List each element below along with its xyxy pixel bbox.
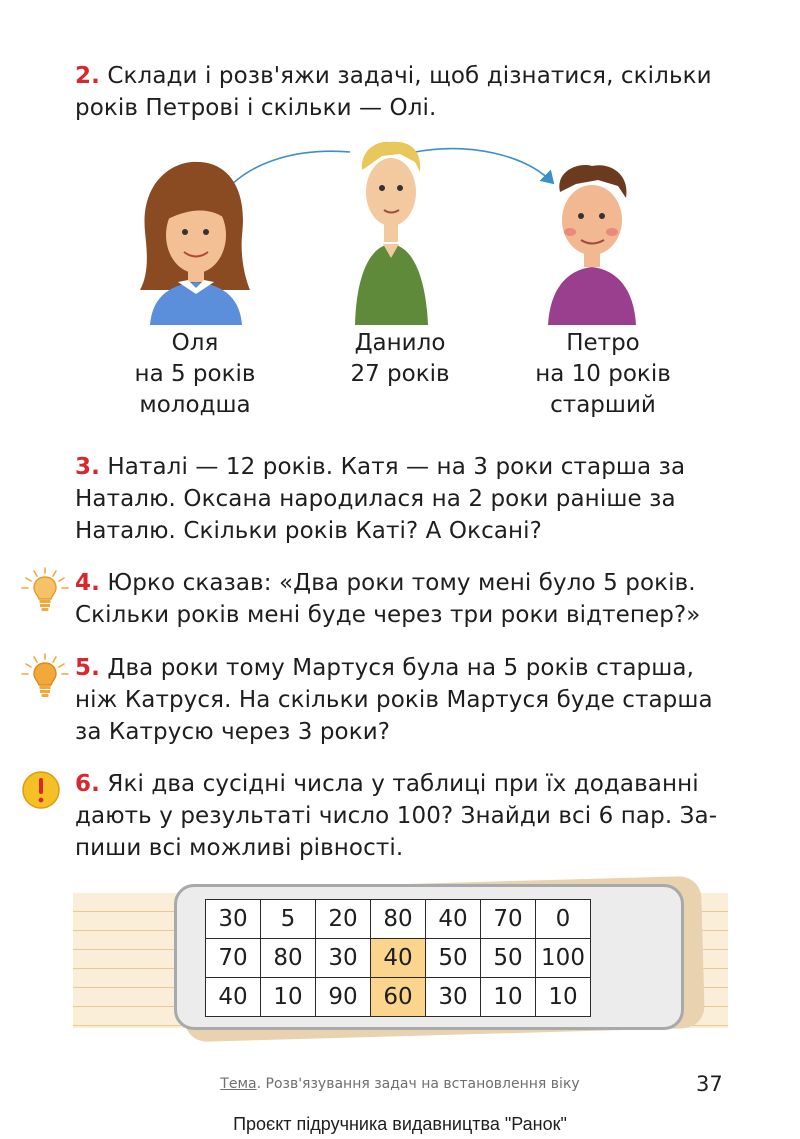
table-cell: 80	[371, 900, 426, 939]
table-row	[206, 939, 591, 978]
table-cell: 70	[481, 900, 536, 939]
girl-olia-picture	[140, 162, 250, 325]
table-cell: 90	[316, 978, 371, 1017]
table-cell: 10	[261, 978, 316, 1017]
table-cell: 80	[261, 939, 316, 978]
table-row	[206, 978, 591, 1017]
lightbulb-icon	[20, 652, 70, 702]
characters-illustration	[100, 140, 700, 325]
table-cell: 70	[206, 939, 261, 978]
task-number: 5.	[75, 655, 100, 681]
caption-danylo: Данило 27 років	[350, 330, 450, 387]
task-number: 2.	[75, 63, 100, 89]
task-number: 4.	[75, 570, 100, 596]
table-cell: 40	[371, 939, 426, 978]
table-cell: 30	[316, 939, 371, 978]
task-number: 6.	[75, 771, 100, 797]
table-cell: 50	[481, 939, 536, 978]
exclamation-icon	[20, 769, 62, 811]
task-5: 5. Два роки тому Мартуся була на 5 років старша, ніж Катруся. На скільки років Мартуся буде старша за Катрусю через 3 роки?	[75, 655, 713, 745]
task-2-line-1: 2. Склади і розв'яжи задачі, щоб дізнатися, скільки	[75, 63, 712, 89]
table-cell: 10	[481, 978, 536, 1017]
number-table	[205, 899, 591, 1017]
table-cell: 0	[536, 900, 591, 939]
table-cell: 40	[426, 900, 481, 939]
project-caption: Проєкт підручника видавництва "Ранок"	[233, 1114, 567, 1134]
table-cell: 50	[426, 939, 481, 978]
table-cell: 30	[206, 900, 261, 939]
task-number: 3.	[75, 454, 100, 480]
arrow-to-petro	[415, 149, 552, 182]
table-cell: 40	[206, 978, 261, 1017]
caption-olia: Оля на 5 років молодша	[134, 330, 256, 418]
table-cell: 60	[371, 978, 426, 1017]
table-cell: 100	[536, 939, 591, 978]
table-cell: 20	[316, 900, 371, 939]
boy-petro-picture	[548, 165, 636, 325]
task-6: 6. Які два сусідні числа у таблиці при їх додаванні дають у результаті число 100? Знайди всі 6 пар. За- пиши всі можливі рівності.	[75, 771, 718, 861]
task-4: 4. Юрко сказав: «Два роки тому мені було 5 років. Скільки років мені буде через три роки відтепер?»	[75, 570, 701, 628]
table-row	[206, 900, 591, 939]
lightbulb-icon	[20, 566, 70, 616]
table-cell: 30	[426, 978, 481, 1017]
task-3: 3. Наталі — 12 років. Катя — на 3 роки старша за Наталю. Оксана народилася на 2 роки раніше за Наталю. Скільки років Каті? А Оксані?	[75, 454, 686, 544]
task-2-line-2: років Петрові і скільки — Олі.	[75, 95, 437, 121]
arrow-to-olia	[222, 151, 350, 195]
boy-danylo-picture	[355, 142, 428, 325]
table-cell: 5	[261, 900, 316, 939]
page-topic: Тема. Розв'язування задач на встановлення віку	[220, 1076, 580, 1092]
table-cell: 10	[536, 978, 591, 1017]
task-2	[75, 60, 727, 124]
caption-petro: Петро на 10 років старший	[535, 330, 671, 418]
page-number: 37	[696, 1072, 723, 1096]
